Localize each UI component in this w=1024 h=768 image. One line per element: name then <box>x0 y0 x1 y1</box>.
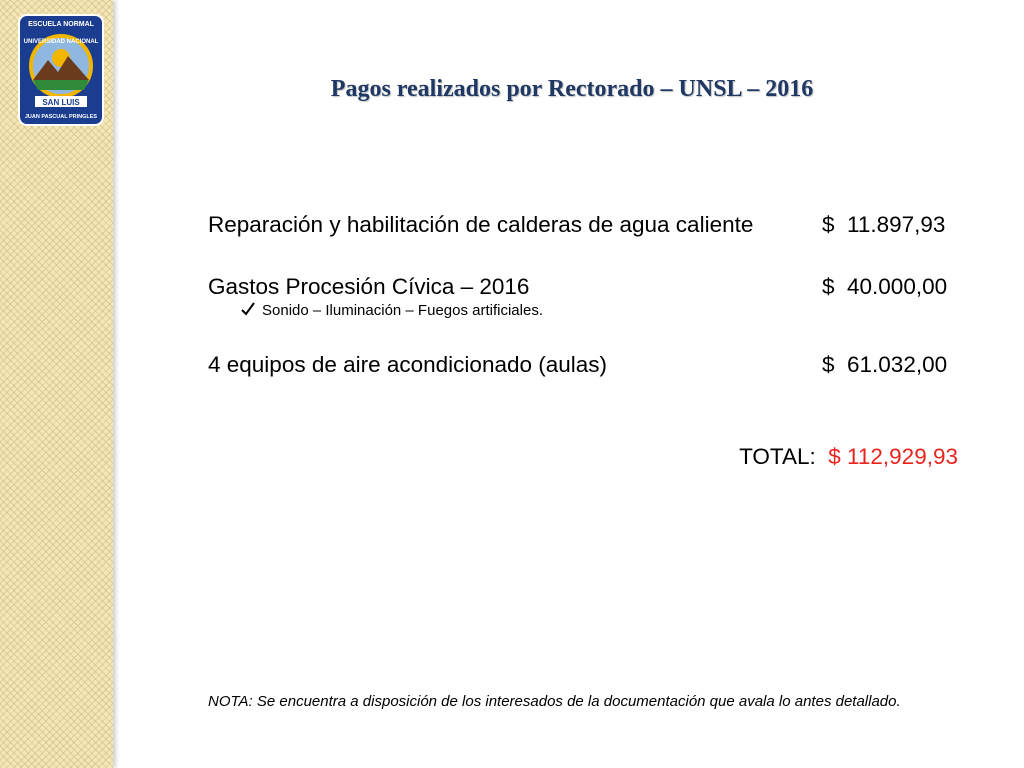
item-amount-procesion: $ 40.000,00 <box>822 274 948 299</box>
logo-top-text: ESCUELA NORMAL <box>28 21 94 28</box>
item-label-procesion: Gastos Procesión Cívica – 2016 <box>208 274 530 299</box>
total-value: $ 112,929,93 <box>828 444 958 469</box>
item-amount-aire: $ 61.032,00 <box>822 352 948 377</box>
item-detail-procesion: Sonido – Iluminación – Fuegos artificiales. <box>262 302 543 319</box>
item-amount-calderas: $ 11.897,93 <box>822 212 946 237</box>
logo-city-text: SAN LUIS <box>42 98 80 107</box>
logo-arc-text: UNIVERSIDAD NACIONAL <box>23 39 99 45</box>
checkmark-icon <box>240 300 256 318</box>
item-label-calderas: Reparación y habilitación de calderas de agua caliente <box>208 212 754 237</box>
item-label-aire: 4 equipos de aire acondicionado (aulas) <box>208 352 608 377</box>
total-line <box>739 444 958 470</box>
logo-bottom-text: JUAN PASCUAL PRINGLES <box>24 114 98 120</box>
page-title: Pagos realizados por Rectorado – UNSL – 2016 <box>330 76 814 102</box>
total-label: TOTAL: <box>739 444 816 469</box>
footnote: NOTA: Se encuentra a disposición de los interesados de la documentación que avala lo antes detallado. <box>208 693 901 710</box>
school-logo <box>18 14 104 126</box>
